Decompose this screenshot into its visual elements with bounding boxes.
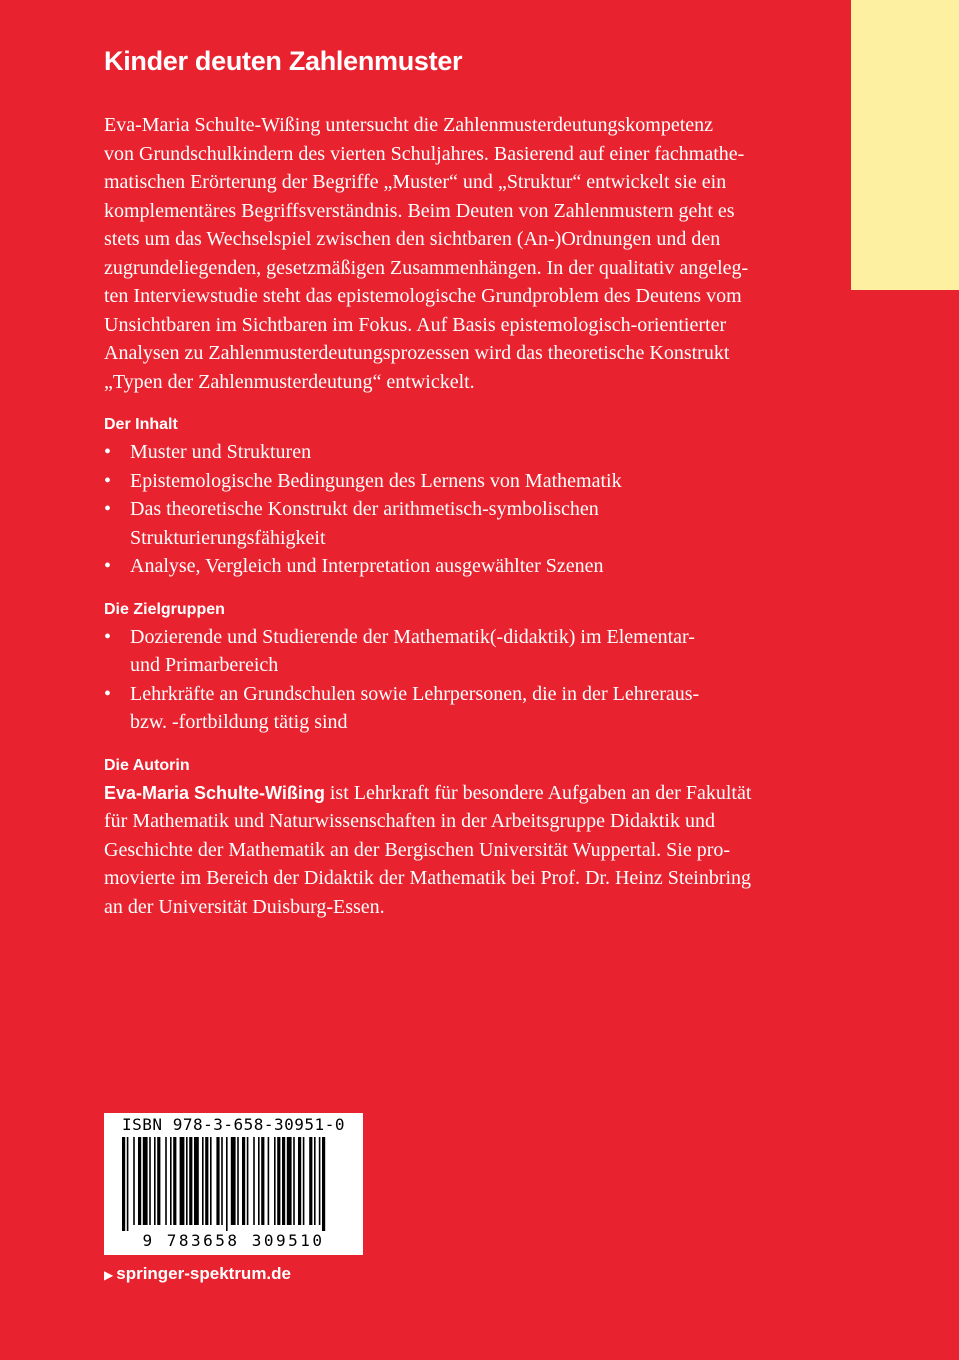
autorin-heading: Die Autorin <box>104 756 190 774</box>
barcode-bar <box>202 1137 204 1225</box>
isbn-label: ISBN 978-3-658-30951-0 <box>122 1115 345 1134</box>
blurb-line: komplementäres Begriffsverständnis. Beim Deuten von Zahlenmustern geht es <box>104 199 735 222</box>
barcode-bar <box>165 1137 167 1225</box>
barcode-bar <box>237 1137 239 1225</box>
barcode-icon <box>104 1137 363 1231</box>
barcode-bar <box>261 1137 264 1225</box>
blurb-paragraph <box>104 111 822 396</box>
zielgruppen-list <box>104 623 822 737</box>
blurb-line: Eva-Maria Schulte-Wißing untersucht die Zahlenmusterdeutungskompetenz <box>104 114 714 136</box>
list-item: • Muster und Strukturen <box>104 438 822 467</box>
barcode-bar <box>138 1137 141 1225</box>
publisher-url: springer-spektrum.de <box>116 1264 291 1283</box>
list-item: • Lehrkräfte an Grundschulen sowie Lehrpersonen, die in der Lehreraus- bzw. -fortbildung tätig sind <box>104 680 822 737</box>
back-cover-content <box>104 46 822 921</box>
barcode-bar <box>242 1137 245 1225</box>
barcode-bar <box>309 1137 312 1225</box>
barcode-bar <box>247 1137 249 1225</box>
blurb-line: zugrundeliegenden, gesetzmäßigen Zusammenhängen. In der qualitativ angeleg- <box>104 256 749 279</box>
barcode-bar <box>173 1137 176 1225</box>
inhalt-list <box>104 438 822 581</box>
barcode-bar <box>277 1137 280 1225</box>
blurb-line: matischen Erörterung der Begriffe „Muster“ und „Struktur“ entwickelt sie ein <box>104 171 727 193</box>
blurb-line: ten Interviewstudie steht das epistemologische Grundproblem des Deutens vom <box>104 285 742 307</box>
barcode-bar <box>314 1137 316 1225</box>
barcode-bar <box>274 1137 276 1225</box>
list-item: • Das theoretische Konstrukt der arithmetisch-symbolischen Strukturierungsfähigkeit <box>104 495 822 552</box>
barcode-bar <box>293 1137 295 1225</box>
bullet-icon: • <box>104 625 112 648</box>
blurb-line: Analysen zu Zahlenmusterdeutungsprozessen wird das theoretische Konstrukt <box>104 342 730 364</box>
list-item: • Analyse, Vergleich und Interpretation ausgewählter Szenen <box>104 552 822 581</box>
barcode-bar <box>226 1137 228 1231</box>
barcode-bar <box>205 1137 208 1225</box>
barcode-bar <box>282 1137 285 1225</box>
publisher-link[interactable] <box>104 1264 291 1284</box>
barcode-bar <box>180 1137 185 1225</box>
barcode-digits: 9 783658 309510 <box>142 1231 325 1250</box>
barcode-bar <box>221 1137 223 1225</box>
barcode-bar <box>303 1137 305 1225</box>
isbn-barcode-box <box>104 1113 363 1255</box>
barcode-bar <box>186 1137 188 1225</box>
barcode-bar <box>216 1137 219 1225</box>
bullet-icon: • <box>104 441 112 463</box>
barcode-bar <box>253 1137 255 1225</box>
barcode-bar <box>194 1137 199 1225</box>
barcode-bar <box>154 1137 156 1225</box>
bullet-icon: • <box>104 555 112 577</box>
list-item: • Dozierende und Studierende der Mathematik(-didaktik) im Elementar- und Primarbereich <box>104 623 822 680</box>
barcode-bar <box>298 1137 301 1225</box>
barcode-bar <box>127 1137 129 1231</box>
barcode-bar <box>231 1137 236 1225</box>
bullet-icon: • <box>104 682 112 705</box>
barcode-bar <box>287 1137 292 1225</box>
book-title: Kinder deuten Zahlenmuster <box>104 46 463 76</box>
play-arrow-icon: ▶ <box>104 1268 114 1282</box>
barcode-bar <box>210 1137 212 1225</box>
barcode-bar <box>143 1137 148 1225</box>
inhalt-heading: Der Inhalt <box>104 416 178 433</box>
blurb-line: stets um das Wechselspiel zwischen den sichtbaren (An-)Ordnungen und den <box>104 228 721 250</box>
barcode-bar <box>149 1137 151 1225</box>
barcode-bar <box>319 1137 321 1225</box>
zielgruppen-heading: Die Zielgruppen <box>104 600 225 618</box>
barcode-bar <box>122 1137 125 1231</box>
barcode-bar <box>268 1137 270 1225</box>
barcode-bar <box>322 1137 325 1231</box>
blurb-line: „Typen der Zahlenmusterdeutung“ entwickelt. <box>104 370 475 393</box>
yellow-color-strip <box>851 0 959 290</box>
bullet-icon: • <box>104 498 112 520</box>
barcode-bar <box>170 1137 172 1225</box>
barcode-bar <box>133 1137 135 1225</box>
list-item: • Epistemologische Bedingungen des Lernens von Mathematik <box>104 467 822 496</box>
author-name: Eva-Maria Schulte-Wißing <box>104 782 325 803</box>
blurb-line: von Grundschulkindern des vierten Schuljahres. Basierend auf einer fachmathe- <box>104 142 745 165</box>
barcode-bar <box>189 1137 192 1225</box>
bullet-icon: • <box>104 469 112 492</box>
barcode-bar <box>157 1137 160 1225</box>
author-bio: Eva-Maria Schulte-Wißing ist Lehrkraft für besondere Aufgaben an der Fakultät für Mathematik und Naturwissenschaften in der Arbeitsgruppe Didaktik und Geschichte der Mathematik an der Bergischen Universität Wuppertal. Sie pro- movierte im Bereich der Didaktik der Mathematik bei Prof. Dr. Heinz Steinbring an der Universität Duisburg-Essen. <box>104 781 752 918</box>
blurb-line: Unsichtbaren im Sichtbaren im Fokus. Auf Basis epistemologisch-orientierter <box>104 313 727 336</box>
barcode-bar <box>258 1137 260 1225</box>
